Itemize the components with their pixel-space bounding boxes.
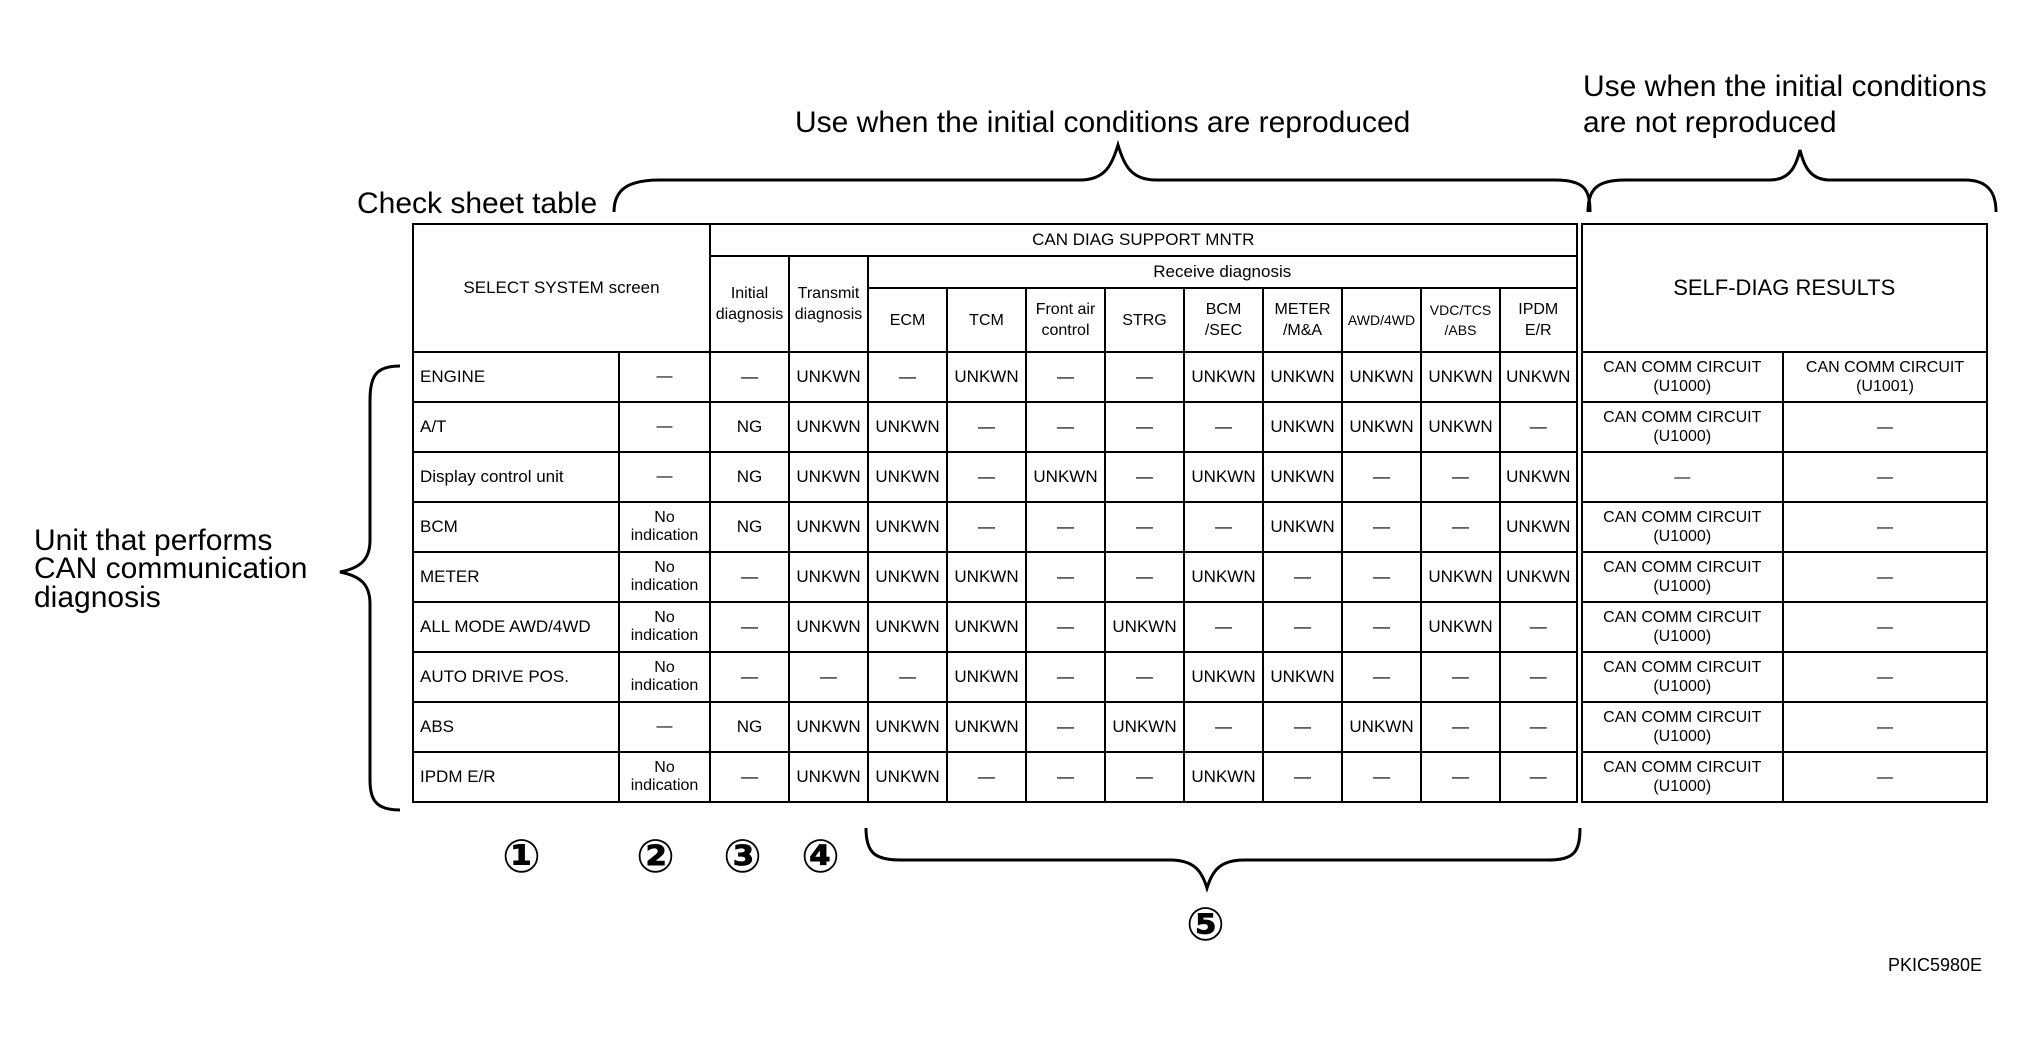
row-self-diag-2 [1783,402,1987,452]
row-initial-diagnosis: — [710,652,789,702]
row-initial-diagnosis: NG [710,402,789,452]
row-receive-value: UNKWN [947,652,1026,702]
row-receive-value: — [1342,602,1421,652]
header-receive-line1: Front air [1035,301,1096,318]
row-self-diag-2-line1: — [1877,518,1893,536]
row-self-diag-1-line2: (U1000) [1653,578,1712,595]
table-row [413,652,1987,702]
row-receive-value: — [1342,652,1421,702]
header-self-diag: SELF-DIAG RESULTS [1579,224,1987,352]
row-select-indication: — [619,702,710,752]
row-self-diag-1 [1579,352,1783,402]
row-self-diag-1-line2: (U1000) [1653,528,1712,545]
row-self-diag-1-line1: CAN COMM CIRCUIT [1603,409,1762,426]
header-receive-col [1105,288,1184,352]
row-transmit-diagnosis: UNKWN [789,452,868,502]
row-receive-value: UNKWN [1342,402,1421,452]
label-check-sheet: Check sheet table [357,187,598,220]
header-receive-col [1184,288,1263,352]
figure-code: PKIC5980E [1888,955,1983,975]
row-initial-diagnosis: NG [710,452,789,502]
row-self-diag-1-line1: CAN COMM CIRCUIT [1603,659,1762,676]
row-transmit-diagnosis: UNKWN [789,552,868,602]
row-self-diag-1-line2: (U1000) [1653,378,1712,395]
row-receive-value: — [1026,502,1105,552]
row-receive-value: UNKWN [868,552,947,602]
header-initial-diagnosis [710,256,789,352]
row-self-diag-2-line1: — [1877,718,1893,736]
table-row [413,452,1987,502]
brace-not-reproduced [1588,150,1996,212]
row-transmit-diagnosis: UNKWN [789,502,868,552]
row-receive-value: — [1263,602,1342,652]
header-receive-line2: /ABS [1444,322,1477,338]
header-select-system: SELECT SYSTEM screen [413,224,710,352]
header-receive-line2: E/R [1524,322,1552,339]
row-receive-value: UNKWN [1500,502,1579,552]
row-receive-value: — [1184,402,1263,452]
row-self-diag-1-line1: CAN COMM CIRCUIT [1603,509,1762,526]
row-self-diag-2-line1: — [1877,768,1893,786]
row-receive-value: UNKWN [868,452,947,502]
row-self-diag-1-line1: — [1674,468,1691,486]
header-initial-line1: Initial [730,285,769,302]
row-receive-value: — [1026,402,1105,452]
header-receive-line1: TCM [969,311,1004,329]
row-self-diag-1-line1: CAN COMM CIRCUIT [1603,709,1762,726]
row-receive-value: UNKWN [1500,452,1579,502]
header-receive-line2: /M&A [1282,322,1323,339]
row-receive-value: — [1263,552,1342,602]
header-receive-line1: AWD/4WD [1347,312,1416,328]
row-self-diag-1-line1: CAN COMM CIRCUIT [1603,759,1762,776]
row-receive-value: — [1105,452,1184,502]
row-select-indication: — [619,352,710,402]
label-reproduced: Use when the initial conditions are reproduced [795,106,1411,139]
callout-number: ① [502,829,541,883]
row-receive-value: — [868,352,947,402]
row-self-diag-2 [1783,752,1987,802]
row-self-diag-2-line1: — [1877,618,1893,636]
header-receive-line2: control [1041,322,1090,339]
row-transmit-diagnosis: UNKWN [789,402,868,452]
row-receive-value: — [1105,402,1184,452]
header-receive-line1: METER [1274,301,1331,318]
row-initial-diagnosis: — [710,752,789,802]
row-self-diag-2 [1783,452,1987,502]
row-receive-value: — [1421,702,1500,752]
table-row [413,602,1987,652]
row-self-diag-1 [1579,652,1783,702]
row-self-diag-1 [1579,702,1783,752]
row-receive-value: UNKWN [1263,352,1342,402]
row-transmit-diagnosis: — [789,652,868,702]
row-self-diag-2-line1: — [1877,418,1893,436]
row-self-diag-2-line1: — [1877,468,1893,486]
header-receive-col [1421,288,1500,352]
table-row [413,702,1987,752]
row-receive-value: UNKWN [1026,452,1105,502]
header-receive-line1: ECM [889,311,926,329]
row-self-diag-1-line2: (U1000) [1653,428,1712,445]
row-receive-value: — [868,652,947,702]
row-self-diag-2 [1783,652,1987,702]
row-system-name: ENGINE [413,352,619,402]
header-receive-line1: VDC/TCS [1429,302,1492,318]
row-receive-value: UNKWN [1421,352,1500,402]
row-receive-value: UNKWN [1263,452,1342,502]
row-self-diag-1-line2: (U1000) [1653,728,1712,745]
row-receive-value: — [1342,552,1421,602]
row-self-diag-1 [1579,552,1783,602]
table-row [413,552,1987,602]
row-system-name: IPDM E/R [413,752,619,802]
row-receive-value: — [1263,752,1342,802]
row-transmit-diagnosis: UNKWN [789,602,868,652]
row-system-name: ABS [413,702,619,752]
row-initial-diagnosis: — [710,552,789,602]
check-sheet-table [412,223,1988,803]
row-self-diag-2 [1783,352,1987,402]
row-select-indication: — [619,402,710,452]
header-receive-line2: /SEC [1204,322,1243,339]
row-receive-value: — [1500,702,1579,752]
row-receive-value: UNKWN [947,702,1026,752]
row-self-diag-2 [1783,702,1987,752]
row-initial-diagnosis: NG [710,502,789,552]
row-receive-value: — [1500,752,1579,802]
row-select-indication: No indication [619,602,710,652]
row-receive-value: UNKWN [947,602,1026,652]
row-select-indication: — [619,452,710,502]
row-receive-value: UNKWN [1184,452,1263,502]
brace-bottom [866,828,1580,888]
callout-number: ② [636,829,675,883]
header-transmit-line1: Transmit [797,285,860,302]
row-receive-value: UNKWN [1500,552,1579,602]
header-receive-col [1263,288,1342,352]
table-row [413,402,1987,452]
header-receive-col [1026,288,1105,352]
row-receive-value: — [1421,502,1500,552]
row-receive-value: — [1184,502,1263,552]
table-row [413,352,1987,402]
row-transmit-diagnosis: UNKWN [789,352,868,402]
header-transmit-diagnosis [789,256,868,352]
row-self-diag-1 [1579,402,1783,452]
row-receive-value: — [1421,452,1500,502]
row-receive-value: — [1026,752,1105,802]
header-receive-col [1342,288,1421,352]
row-receive-value: — [1342,502,1421,552]
header-receive-line1: BCM [1205,301,1242,318]
row-self-diag-2-line1: CAN COMM CIRCUIT [1805,359,1965,376]
row-receive-value: — [1026,652,1105,702]
row-transmit-diagnosis: UNKWN [789,702,868,752]
table-row [413,502,1987,552]
header-receive-line1: IPDM [1518,301,1559,318]
header-receive-line1: STRG [1122,311,1167,329]
row-receive-value: — [1342,452,1421,502]
header-initial-line2: diagnosis [715,306,784,323]
row-receive-value: — [1184,602,1263,652]
row-receive-value: — [1105,502,1184,552]
row-system-name: METER [413,552,619,602]
row-receive-value: UNKWN [1184,552,1263,602]
row-receive-value: UNKWN [1421,402,1500,452]
row-receive-value: UNKWN [1184,352,1263,402]
row-receive-value: UNKWN [947,552,1026,602]
callout-number: ④ [801,829,840,883]
row-receive-value: — [1421,652,1500,702]
row-initial-diagnosis: — [710,352,789,402]
row-system-name: ALL MODE AWD/4WD [413,602,619,652]
label-unit-3: diagnosis [34,581,161,614]
row-system-name: A/T [413,402,619,452]
row-self-diag-1-line1: CAN COMM CIRCUIT [1603,609,1762,626]
row-receive-value: — [1105,352,1184,402]
row-receive-value: UNKWN [1263,402,1342,452]
row-receive-value: — [1500,602,1579,652]
row-self-diag-2 [1783,502,1987,552]
row-self-diag-2 [1783,602,1987,652]
row-system-name: Display control unit [413,452,619,502]
row-self-diag-1-line2: (U1000) [1653,628,1712,645]
row-receive-value: — [947,402,1026,452]
row-self-diag-1-line2: (U1000) [1653,678,1712,695]
row-receive-value: UNKWN [1105,702,1184,752]
row-initial-diagnosis: NG [710,702,789,752]
row-receive-value: UNKWN [1184,752,1263,802]
row-self-diag-1 [1579,452,1783,502]
header-receive-col [947,288,1026,352]
row-receive-value: UNKWN [868,502,947,552]
row-receive-value: UNKWN [1184,652,1263,702]
header-receive-col [868,288,947,352]
row-self-diag-1-line1: CAN COMM CIRCUIT [1603,359,1762,376]
row-receive-value: — [1184,702,1263,752]
row-receive-value: — [1105,752,1184,802]
row-receive-value: UNKWN [1421,602,1500,652]
header-receive-col [1500,288,1579,352]
row-receive-value: UNKWN [868,602,947,652]
row-receive-value: — [1105,552,1184,602]
row-receive-value: — [1026,702,1105,752]
row-receive-value: UNKWN [1263,502,1342,552]
row-receive-value: UNKWN [868,752,947,802]
header-transmit-line2: diagnosis [794,306,863,323]
row-select-indication: No indication [619,752,710,802]
row-receive-value: — [1500,402,1579,452]
row-receive-value: — [947,752,1026,802]
brace-reproduced [614,145,1590,212]
row-receive-value: — [947,452,1026,502]
row-self-diag-1-line1: CAN COMM CIRCUIT [1603,559,1762,576]
callout-number: ⑤ [1186,897,1225,951]
row-self-diag-2-line1: — [1877,568,1893,586]
header-receive-diagnosis: Receive diagnosis [868,256,1579,288]
row-self-diag-2-line1: — [1877,668,1893,686]
row-select-indication: No indication [619,502,710,552]
row-receive-value: UNKWN [1342,352,1421,402]
row-receive-value: UNKWN [1421,552,1500,602]
row-receive-value: — [1026,352,1105,402]
row-self-diag-1 [1579,602,1783,652]
table-row [413,752,1987,802]
row-receive-value: UNKWN [868,402,947,452]
label-unit-2: CAN communication [34,552,308,585]
callout-number: ③ [723,829,762,883]
row-receive-value: — [1026,552,1105,602]
row-receive-value: — [1421,752,1500,802]
row-select-indication: No indication [619,652,710,702]
row-initial-diagnosis: — [710,602,789,652]
row-receive-value: — [1105,652,1184,702]
row-self-diag-1 [1579,752,1783,802]
row-self-diag-2-line2: (U1001) [1856,378,1914,395]
row-self-diag-1-line2: (U1000) [1653,778,1712,795]
row-receive-value: UNKWN [947,352,1026,402]
row-transmit-diagnosis: UNKWN [789,752,868,802]
row-receive-value: — [1342,752,1421,802]
header-can-diag: CAN DIAG SUPPORT MNTR [710,224,1579,256]
row-receive-value: UNKWN [868,702,947,752]
row-receive-value: — [947,502,1026,552]
row-self-diag-2 [1783,552,1987,602]
row-receive-value: — [1500,652,1579,702]
row-select-indication: No indication [619,552,710,602]
row-receive-value: — [1026,602,1105,652]
label-not-reproduced-1: Use when the initial conditions [1583,70,1987,103]
brace-left [340,366,400,810]
row-system-name: BCM [413,502,619,552]
row-receive-value: — [1263,702,1342,752]
row-system-name: AUTO DRIVE POS. [413,652,619,702]
row-self-diag-1 [1579,502,1783,552]
row-receive-value: UNKWN [1500,352,1579,402]
label-unit-1: Unit that performs [34,524,273,557]
row-receive-value: UNKWN [1342,702,1421,752]
row-receive-value: UNKWN [1105,602,1184,652]
row-receive-value: UNKWN [1263,652,1342,702]
label-not-reproduced-2: are not reproduced [1583,106,1837,139]
